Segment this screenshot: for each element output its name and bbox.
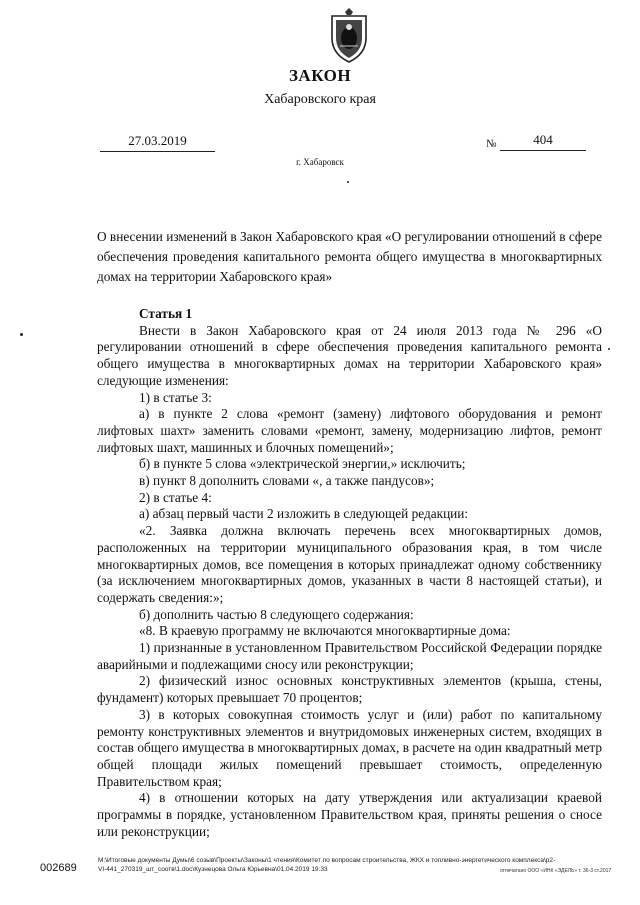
date-underline — [100, 151, 215, 152]
paragraph: 3) в которых совокупная стоимость услуг и (или) работ по капитальному ремонту конструктивных элементов и внутридомовых инженерных систем, входящих в состав общего имущества в многоквартирных домах, в расчете на один квадратный метр общей площади жилых помещений превышает стоимость, определенную Правительством края; — [97, 706, 602, 789]
paragraph: «2. Заявка должна включать перечень всех многоквартирных домов, расположенных на территории муниципального образования края, в том числе многоквартирных домов, все помещения в которых принадлежат одному собственнику (за исключением многоквартирных домов, указанных в части 8 настоящей статьи), и содержать сведения:»; — [97, 523, 602, 605]
file-path-line: M:\Итоговые документы Думы\6 созыв\Проекты\Законы\1 чтения\Комитет по вопросам строительства, ЖКХ и топливно-энергетического комплекса\р2- — [98, 857, 556, 864]
paragraph: 1) признанные в установленном Правительством Российской Федерации порядке аварийными и подлежащими сносу или реконструкции; — [97, 640, 602, 672]
paragraph: в) пункт 8 дополнить словами «, а также пандусов»; — [139, 473, 435, 489]
law-number-field — [500, 132, 586, 151]
document-body — [97, 306, 602, 841]
law-number: 404 — [533, 132, 553, 147]
paragraph: 2) физический износ основных конструктивных элементов (крыша, стены, фундамент) которых превышает 70 процентов; — [97, 673, 602, 706]
paragraph: б) дополнить частью 8 следующего содержания: — [139, 606, 414, 622]
paragraph: а) в пункте 2 слова «ремонт (замену) лифтового оборудования и ремонт лифтовых шахт» заменить словами «ремонт, замену, модернизацию лифтов, ремонт лифтовых шахт, машинных и блочных помещений»; — [97, 406, 602, 455]
number-underline — [500, 150, 586, 151]
law-region: Хабаровского края — [264, 92, 376, 107]
file-path-line: VI-441_270319_шт_соотв\1.doc\Кузнецова Ольга Юрьевна\01.04.2019 19:33 — [98, 866, 328, 873]
law-title: ЗАКОН — [288, 66, 352, 85]
paragraph: Внести в Закон Хабаровского края от 24 июля 2013 года № 296 «О регулировании отношений в сфере обеспечения проведения капитального ремонта общего имущества в многоквартирных домах на территории Хабаровского края» следующие изменения: — [97, 322, 602, 388]
article-heading: Статья 1 — [139, 306, 193, 321]
paragraph: «8. В краевую программу не включаются многоквартирные дома: — [139, 623, 511, 639]
paragraph: а) абзац первый части 2 изложить в следующей редакции: — [139, 506, 469, 522]
adoption-date: 27.03.2019 — [128, 133, 187, 148]
paragraph: б) в пункте 5 слова «электрической энергии,» исключить; — [139, 456, 466, 472]
document-title: О внесении изменений в Закон Хабаровского края «О регулировании отношений в сфере обеспечения проведения капитального ремонта общего имущества в многоквартирных домах на территории Хабаровского края» — [97, 229, 602, 284]
speck — [608, 348, 610, 350]
paragraph: 4) в отношении которых на дату утверждения или актуализации краевой программы в порядке, установленном Правительством края, приняты решения о сносе или реконструкции; — [97, 790, 602, 839]
paragraph: 1) в статье 3: — [139, 389, 212, 405]
number-sign: № — [486, 138, 497, 150]
city-label: г. Хабаровск — [296, 157, 344, 167]
printer-note: отпечатано ООО «ИНК «ЭДЕЛЬ» т. 36-3 ст.2017 — [500, 868, 612, 874]
adoption-date-field — [100, 133, 215, 152]
speck — [347, 181, 349, 183]
speck — [20, 333, 23, 336]
document-code: 002689 — [40, 862, 77, 874]
paragraph: 2) в статье 4: — [139, 489, 212, 505]
coat-of-arms-icon — [326, 8, 372, 64]
